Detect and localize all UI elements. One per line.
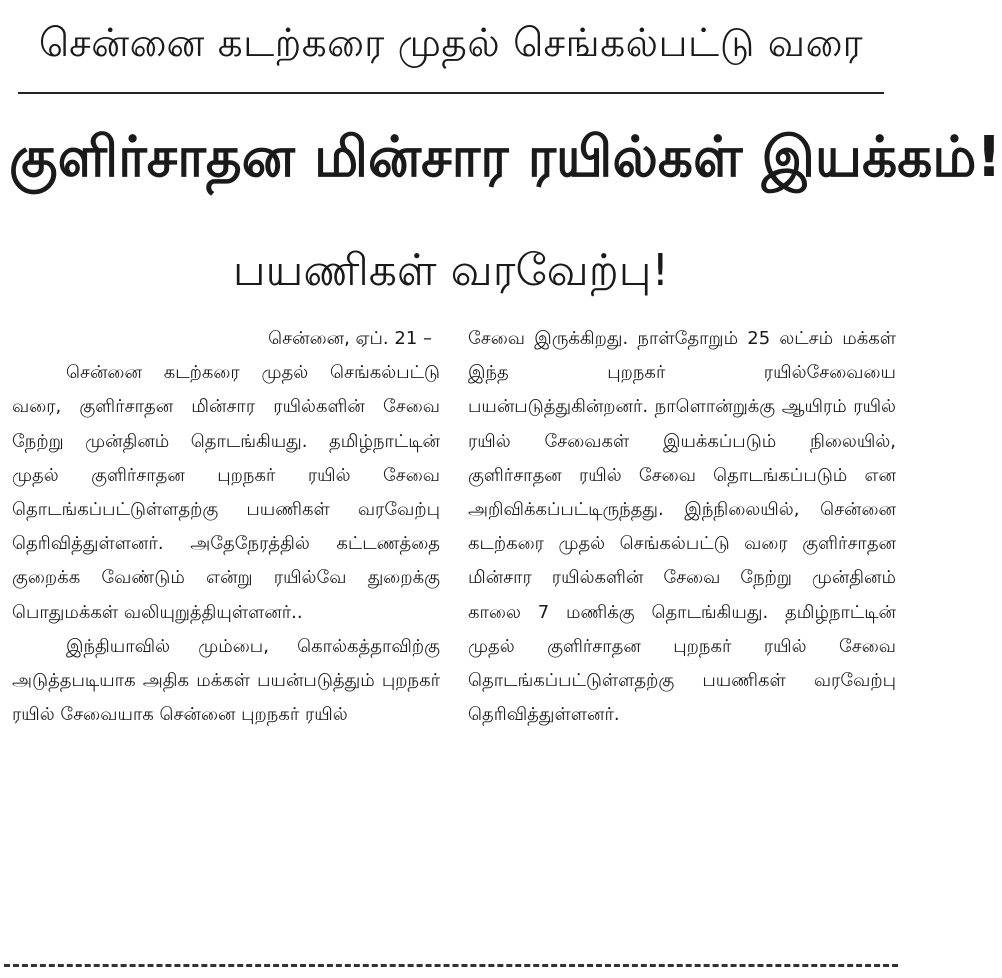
footer-dashed-divider: [4, 964, 898, 967]
article-paragraph: சேவை இருக்கிறது. நாள்தோறும் 25 லட்சம் மக்கள் இந்த புறநகர் ரயில்சேவையை பயன்படுத்துகின்றனர். நாளொன்றுக்கு ஆயிரம் ரயில் ரயில் சேவைகள் இயக்கப்படும் நிலையில், குளிர்சாதன ரயில் சேவை தொடங்கப்படும் என அறிவிக்கப்பட்டிருந்தது. இந்நிலையில், சென்னை கடற்கரை முதல் செங்கல்பட்டு வரை குளிர்சாதன மின்சார ரயில்களின் சேவை நேற்று முன்தினம் காலை 7 மணிக்கு தொடங்கியது. தமிழ்நாட்டின் முதல் குளிர்சாதன புறநகர் ரயில் சேவை தொடங்கப்பட்டுள்ளதற்கு பயணிகள் வரவேற்பு தெரிவித்துள்ளனர்.: [468, 328, 896, 726]
article-headline: குளிர்சாதன மின்சார ரயில்கள் இயக்கம்!: [9, 125, 1002, 190]
article-column-left: [12, 322, 440, 732]
article-paragraph: இந்தியாவில் மும்பை, கொல்கத்தாவிற்கு அடுத்தபடியாக அதிக மக்கள் பயன்படுத்தும் புறநகர் ரயில் சேவையாக சென்னை புறநகர் ரயில்: [12, 635, 440, 726]
article-paragraph: சென்னை கடற்கரை முதல் செங்கல்பட்டு வரை, குளிர்சாதன மின்சார ரயில்களின் சேவை நேற்று முன்தினம் தொடங்கியது. தமிழ்நாட்டின் முதல் குளிர்சாதன புறநகர் ரயில் சேவை தொடங்கப்பட்டுள்ளதற்கு பயணிகள் வரவேற்பு தெரிவித்துள்ளனர். அதேநேரத்தில் கட்டணத்தை குறைக்க வேண்டும் என்று ரயில்வே துறைக்கு பொதுமக்கள் வலியுறுத்தியுள்ளனர்..: [12, 362, 440, 623]
article-kicker: சென்னை கடற்கரை முதல் செங்கல்பட்டு வரை: [38, 21, 864, 66]
article-subhead: பயணிகள் வரவேற்பு!: [232, 245, 670, 296]
article-column-right: [468, 322, 896, 732]
dateline: சென்னை, ஏப். 21 –: [268, 328, 432, 349]
header-divider: [18, 92, 884, 94]
